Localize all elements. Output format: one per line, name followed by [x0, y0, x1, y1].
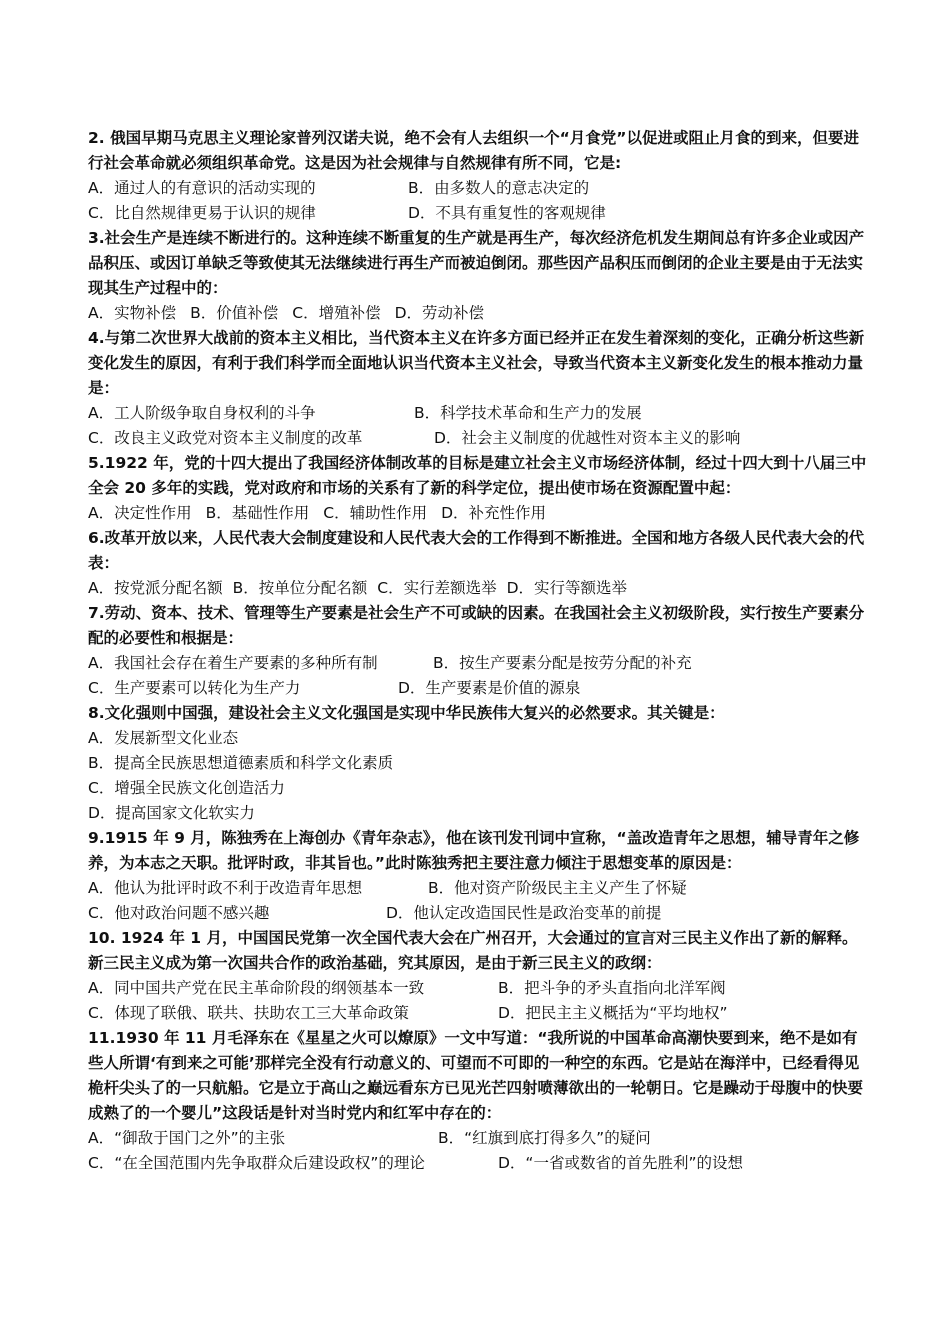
exam-page: [88, 126, 868, 1176]
option-b[interactable]: B．提高全民族思想道德素质和科学文化素质: [88, 754, 394, 772]
option-d[interactable]: D．他认定改造国民性是政治变革的前提: [386, 904, 662, 922]
question-stem: 3.社会生产是连续不断进行的。这种连续不断重复的生产就是再生产，每次经济危机发生期间总有许多企业或因产品积压、或因订单缺乏等致使其无法继续进行再生产而被迫倒闭。那些因产品积压而倒闭的企业主要是由于无法实现其生产过程中的：: [88, 229, 865, 297]
question-3: [88, 226, 868, 326]
option-c[interactable]: C．他对政治问题不感兴趣: [88, 904, 270, 922]
option-row: [88, 301, 868, 326]
option-c[interactable]: C．改良主义政党对资本主义制度的改革: [88, 429, 363, 447]
option-b[interactable]: B．价值补偿: [190, 304, 279, 322]
option-b[interactable]: B．按生产要素分配是按劳分配的补充: [433, 654, 692, 672]
question-6: [88, 526, 868, 601]
option-a[interactable]: A．同中国共产党在民主革命阶段的纲领基本一致: [88, 979, 425, 997]
option-d[interactable]: D．“一省或数省的首先胜利”的设想: [498, 1154, 743, 1172]
option-c[interactable]: C．“在全国范围内先争取群众后建设政权”的理论: [88, 1154, 425, 1172]
option-row: [88, 676, 868, 701]
question-stem: 9.1915 年 9 月，陈独秀在上海创办《青年杂志》，他在该刊发刊词中宣称，“盖改造青年之思想，辅导青年之修养，为本志之天职。批评时政，非其旨也。”此时陈独秀把主要注意力倾注于思想变革的原因是：: [88, 829, 860, 872]
option-c[interactable]: C．体现了联俄、联共、扶助农工三大革命政策: [88, 1004, 409, 1022]
question-8: [88, 701, 868, 826]
question-stem: 10. 1924 年 1 月，中国国民党第一次全国代表大会在广州召开，大会通过的宣言对三民主义作出了新的解释。新三民主义成为第一次国共合作的政治基础，究其原因，是由于新三民主义的政纲：: [88, 929, 858, 972]
option-row: [88, 576, 868, 601]
option-a[interactable]: A．通过人的有意识的活动实现的: [88, 179, 316, 197]
question-2: [88, 126, 868, 226]
option-a[interactable]: A．实物补偿: [88, 304, 177, 322]
question-stem: 5.1922 年，党的十四大提出了我国经济体制改革的目标是建立社会主义市场经济体制，经过十四大到十八届三中全会 20 多年的实践，党对政府和市场的关系有了新的科学定位，提出使市场在资源配置中起：: [88, 454, 867, 497]
option-row: [88, 176, 868, 201]
option-a[interactable]: A．发展新型文化业态: [88, 729, 239, 747]
question-stem: 6.改革开放以来，人民代表大会制度建设和人民代表大会的工作得到不断推进。全国和地方各级人民代表大会的代表：: [88, 529, 865, 572]
question-5: [88, 451, 868, 526]
question-stem: 11.1930 年 11 月毛泽东在《星星之火可以燎原》一文中写道：“我所说的中国革命高潮快要到来，绝不是如有些人所谓‘有到来之可能’那样完全没有行动意义的、可望而不可即的一种空的东西。它是站在海洋中，已经看得见桅杆尖头了的一只航船。它是立于高山之巅远看东方已见光芒四射喷薄欲出的一轮朝日。它是躁动于母腹中的快要成熟了的一个婴儿”这段话是针对当时党内和红军中存在的：: [88, 1029, 864, 1122]
option-c[interactable]: C．比自然规律更易于认识的规律: [88, 204, 316, 222]
option-b[interactable]: B．把斗争的矛头直指向北洋军阀: [498, 979, 726, 997]
option-row: [88, 901, 868, 926]
question-9: [88, 826, 868, 926]
option-row: [88, 401, 868, 426]
option-row: [88, 876, 868, 901]
question-7: [88, 601, 868, 701]
question-stem: 7.劳动、资本、技术、管理等生产要素是社会生产不可或缺的因素。在我国社会主义初级阶段，实行按生产要素分配的必要性和根据是：: [88, 604, 865, 647]
option-c[interactable]: C．实行差额选举: [377, 579, 497, 597]
question-4: [88, 326, 868, 451]
option-c[interactable]: C．增殖补偿: [292, 304, 381, 322]
option-row: [88, 976, 868, 1001]
option-b[interactable]: B．科学技术革命和生产力的发展: [414, 404, 642, 422]
option-a[interactable]: A．决定性作用: [88, 504, 192, 522]
option-c[interactable]: C．辅助性作用: [323, 504, 428, 522]
question-stem: 4.与第二次世界大战前的资本主义相比，当代资本主义在许多方面已经并正在发生着深刻的变化，正确分析这些新变化发生的原因，有利于我们科学而全面地认识当代资本主义社会，导致当代资本主义新变化发生的根本推动力量是：: [88, 329, 865, 397]
option-b[interactable]: B．基础性作用: [205, 504, 310, 522]
option-a[interactable]: A．“御敌于国门之外”的主张: [88, 1129, 286, 1147]
option-b[interactable]: B．按单位分配名额: [232, 579, 368, 597]
option-d[interactable]: D．生产要素是价值的源泉: [398, 679, 581, 697]
option-d[interactable]: D．不具有重复性的客观规律: [408, 204, 606, 222]
option-a[interactable]: A．我国社会存在着生产要素的多种所有制: [88, 654, 378, 672]
option-a[interactable]: A．工人阶级争取自身权利的斗争: [88, 404, 316, 422]
option-row: [88, 501, 868, 526]
option-d[interactable]: D．补充性作用: [441, 504, 547, 522]
option-b[interactable]: B．他对资产阶级民主主义产生了怀疑: [428, 879, 687, 897]
option-d[interactable]: D．劳动补偿: [394, 304, 485, 322]
option-c[interactable]: C．增强全民族文化创造活力: [88, 779, 285, 797]
question-11: [88, 1026, 868, 1176]
option-d[interactable]: D．提高国家文化软实力: [88, 804, 255, 822]
option-row: [88, 1151, 868, 1176]
option-row: [88, 426, 868, 451]
option-d[interactable]: D．实行等额选举: [506, 579, 628, 597]
option-row: [88, 1126, 868, 1151]
option-c[interactable]: C．生产要素可以转化为生产力: [88, 679, 301, 697]
option-row: [88, 651, 868, 676]
option-row: [88, 201, 868, 226]
question-10: [88, 926, 868, 1026]
option-b[interactable]: B．由多数人的意志决定的: [408, 179, 590, 197]
option-b[interactable]: B．“红旗到底打得多久”的疑问: [438, 1129, 651, 1147]
question-stem: 8.文化强则中国强，建设社会主义文化强国是实现中华民族伟大复兴的必然要求。其关键是：: [88, 704, 725, 722]
option-row: [88, 1001, 868, 1026]
question-stem: 2. 俄国早期马克思主义理论家普列汉诺夫说，绝不会有人去组织一个“月食党”以促进或阻止月食的到来，但要进行社会革命就必须组织革命党。这是因为社会规律与自然规律有所不同，它是:: [88, 129, 859, 172]
option-d[interactable]: D．把民主主义概括为“平均地权”: [498, 1004, 728, 1022]
option-a[interactable]: A．他认为批评时政不利于改造青年思想: [88, 879, 363, 897]
option-d[interactable]: D．社会主义制度的优越性对资本主义的影响: [434, 429, 741, 447]
option-a[interactable]: A．按党派分配名额: [88, 579, 223, 597]
